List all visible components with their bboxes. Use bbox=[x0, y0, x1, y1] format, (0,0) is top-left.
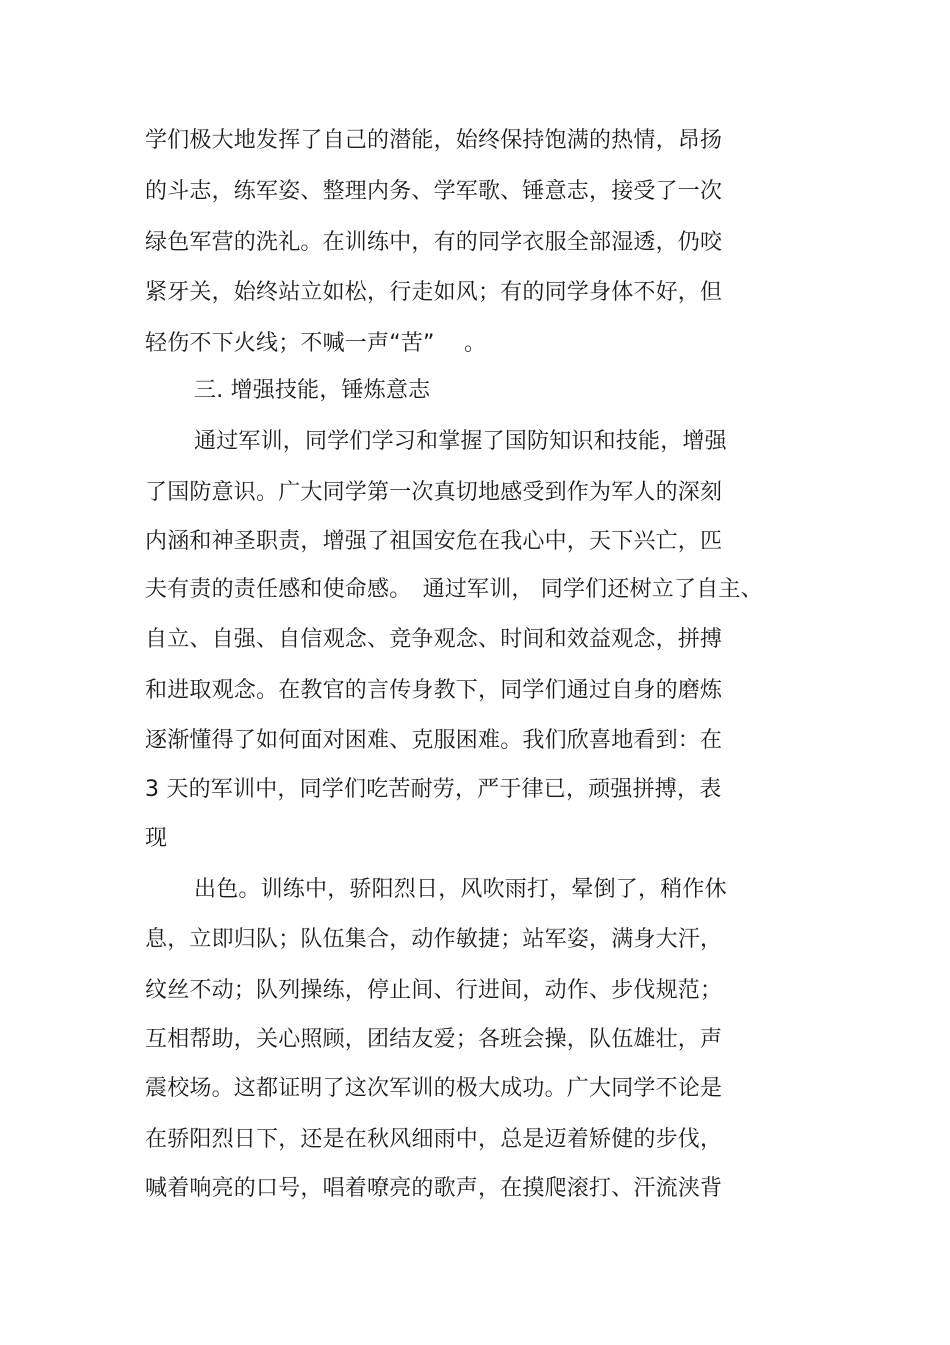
text-line: 自立、自强、自信观念、竞争观念、时间和效益观念，拼搏 bbox=[145, 627, 723, 652]
text-line: 和进取观念。在教官的言传身教下，同学们通过自身的磨炼 bbox=[145, 678, 723, 703]
text-line: 震校场。这都证明了这次军训的极大成功。广大同学不论是 bbox=[145, 1076, 723, 1101]
text-line: 互相帮助，关心照顾，团结友爱；各班会操，队伍雄壮，声 bbox=[145, 1027, 723, 1052]
text-line: 了国防意识。广大同学第一次真切地感受到作为军人的深刻 bbox=[145, 480, 723, 505]
text-line: 内涵和神圣职责，增强了祖国安危在我心中，天下兴亡，匹 bbox=[145, 529, 723, 554]
text-line: 纹丝不动；队列操练，停止间、行进间，动作、步伐规范； bbox=[145, 978, 723, 1003]
text-line: 轻伤不下火线；不喊一声“苦” 。 bbox=[145, 331, 487, 356]
paragraph-first-line: 出色。训练中，骄阳烈日，风吹雨打，晕倒了，稍作休 bbox=[194, 877, 727, 902]
text-line: 的斗志，练军姿、整理内务、学军歌、锤意志，接受了一次 bbox=[145, 179, 723, 204]
paragraph-first-line: 通过军训，同学们学习和掌握了国防知识和技能，增强 bbox=[194, 429, 727, 454]
text-line: 息，立即归队；队伍集合，动作敏捷；站军姿，满身大汗， bbox=[145, 927, 723, 952]
text-line: 逐渐懂得了如何面对困难、克服困难。我们欣喜地看到：在 bbox=[145, 728, 723, 753]
text-line: 绿色军营的洗礼。在训练中，有的同学衣服全部湿透，仍咬 bbox=[145, 230, 723, 255]
text-line: 紧牙关，始终站立如松，行走如风；有的同学身体不好，但 bbox=[145, 280, 723, 305]
text-line: 喊着响亮的口号，唱着嘹亮的歌声，在摸爬滚打、汗流浃背 bbox=[145, 1176, 723, 1201]
text-line: 夫有责的责任感和使命感。 通过军训， 同学们还树立了自主、 bbox=[145, 577, 763, 602]
text-line: 学们极大地发挥了自己的潜能，始终保持饱满的热情，昂扬 bbox=[145, 128, 723, 153]
text-line: 3 天的军训中，同学们吃苦耐劳，严于律已，顽强拼搏，表 bbox=[145, 777, 722, 802]
text-line: 在骄阳烈日下，还是在秋风细雨中，总是迈着矫健的步伐， bbox=[145, 1127, 723, 1152]
section-heading: 三. 增强技能，锤炼意志 bbox=[194, 378, 431, 403]
text-line: 现 bbox=[145, 826, 168, 851]
